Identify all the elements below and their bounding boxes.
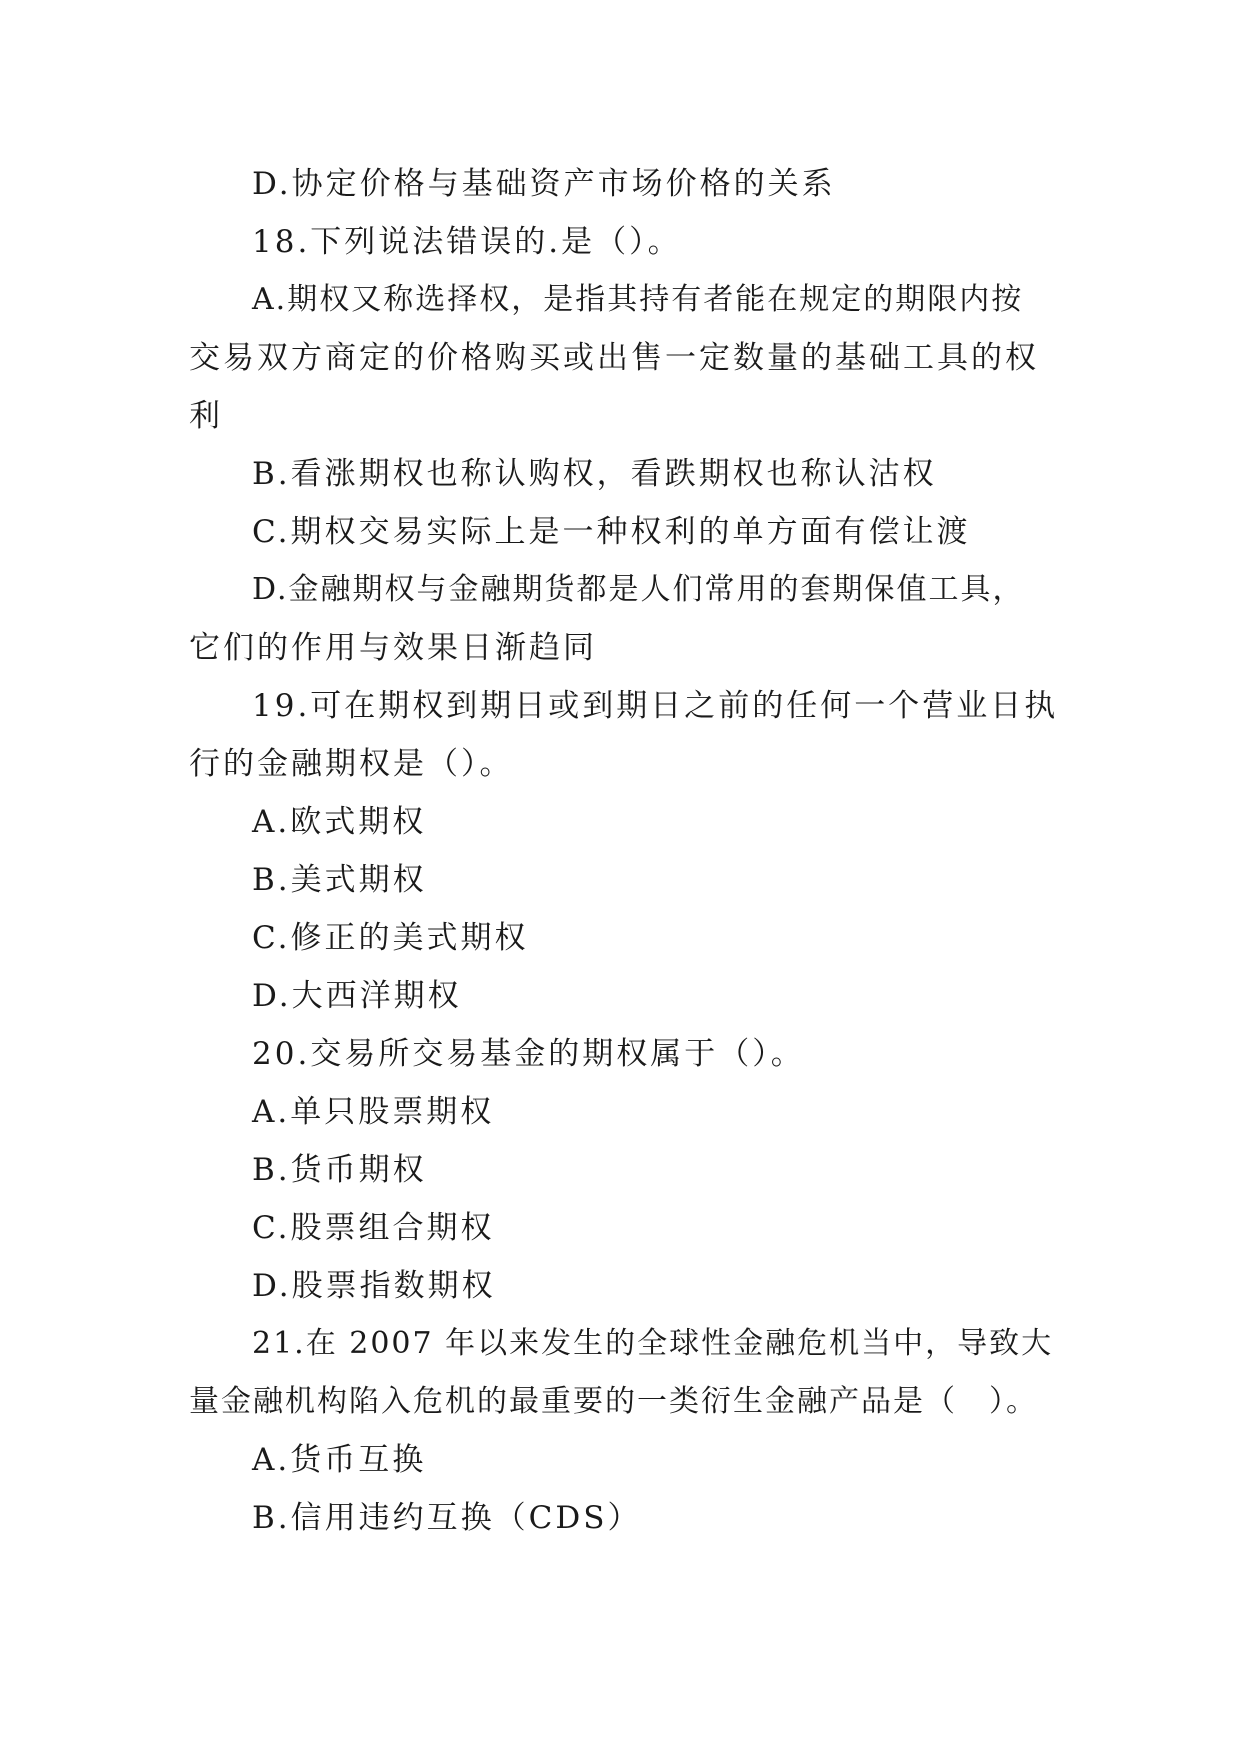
q19-option-a: A.欧式期权 (252, 804, 427, 840)
q19-question-line1: 19.可在期权到期日或到期日之前的任何一个营业日执 (252, 688, 1059, 724)
q20-option-c: C.股票组合期权 (252, 1210, 495, 1246)
q20-question: 20.交易所交易基金的期权属于（）。 (252, 1036, 805, 1072)
q17-option-d: D.协定价格与基础资产市场价格的关系 (252, 166, 836, 202)
q19-question-line2: 行的金融期权是（）。 (189, 746, 514, 782)
q18-option-c: C.期权交易实际上是一种权利的单方面有偿让渡 (252, 514, 971, 550)
q19-option-d: D.大西洋期权 (252, 978, 462, 1014)
q18-option-a-line1: A.期权又称选择权，是指其持有者能在规定的期限内按 (252, 282, 1024, 317)
q19-option-c: C.修正的美式期权 (252, 920, 529, 956)
q21-question-line1: 21.在 2007 年以来发生的全球性金融危机当中，导致大 (252, 1326, 1054, 1361)
q19-option-b: B.美式期权 (252, 862, 427, 898)
q21-question-line2: 量金融机构陷入危机的最重要的一类衍生金融产品是（ ）。 (189, 1384, 1038, 1419)
q18-option-b: B.看涨期权也称认购权，看跌期权也称认沽权 (252, 456, 937, 492)
q18-option-a-line2: 交易双方商定的价格购买或出售一定数量的基础工具的权 (189, 340, 1039, 376)
q18-option-a-line3: 利 (189, 398, 223, 434)
q21-option-b: B.信用违约互换（CDS） (252, 1500, 642, 1536)
q20-option-b: B.货币期权 (252, 1152, 427, 1188)
q18-option-d-line2: 它们的作用与效果日渐趋同 (189, 630, 597, 666)
q20-option-a: A.单只股票期权 (252, 1094, 495, 1130)
q20-option-d: D.股票指数期权 (252, 1268, 496, 1304)
q21-option-a: A.货币互换 (252, 1442, 427, 1478)
q18-option-d-line1: D.金融期权与金融期货都是人们常用的套期保值工具， (252, 572, 1025, 607)
q18-question: 18.下列说法错误的.是（）。 (252, 224, 682, 260)
